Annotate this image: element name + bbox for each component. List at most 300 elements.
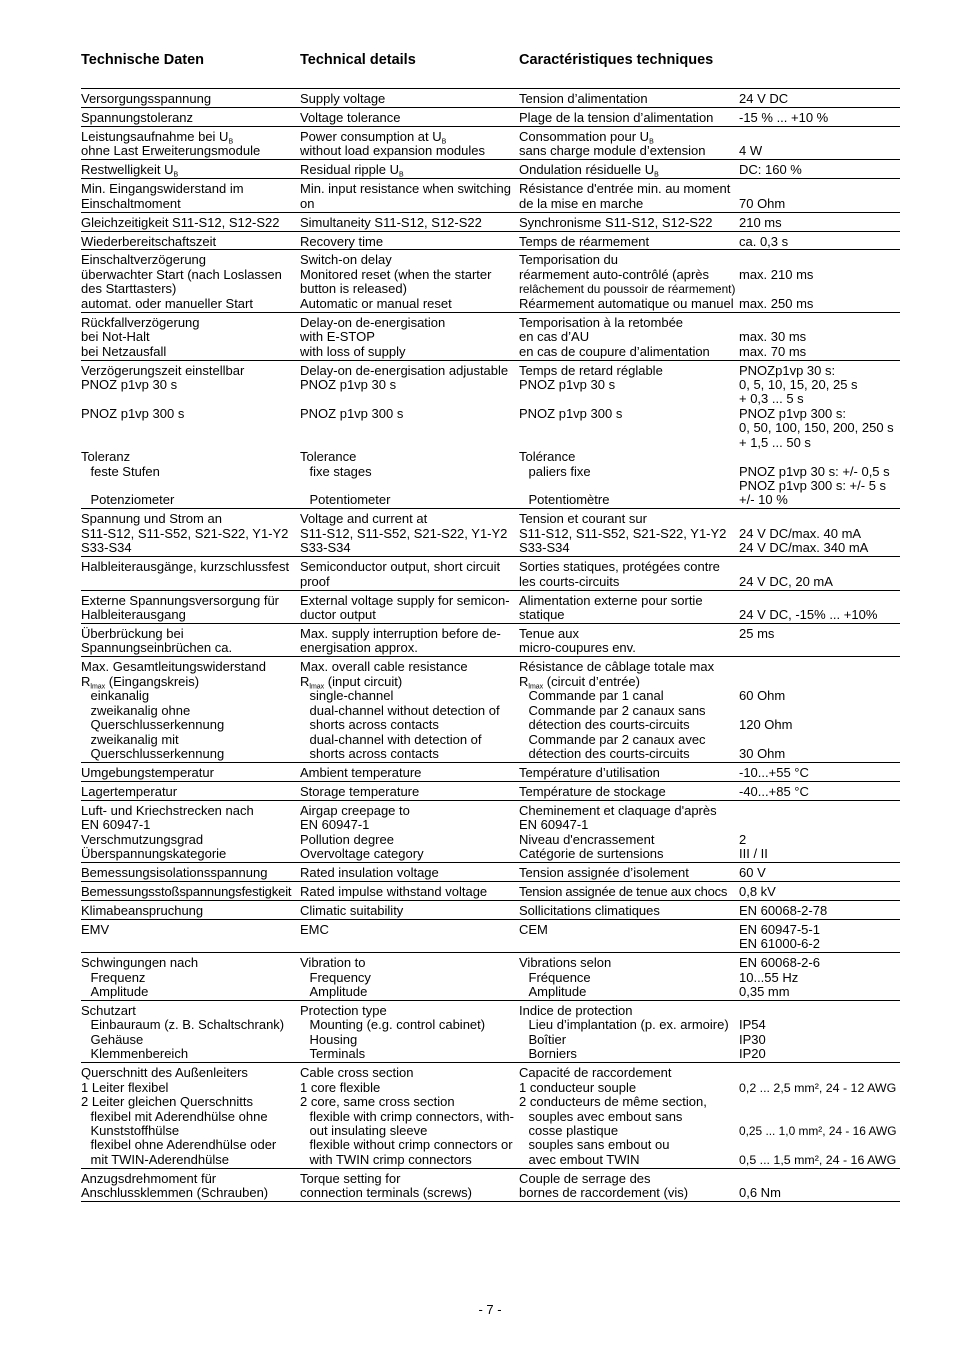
- label-line: shorts across contacts: [309, 717, 439, 733]
- label-line: Sorties statiques, protégées contre: [519, 559, 720, 575]
- label-line: S11-S12, S11-S52, S21-S22, Y1-Y2: [81, 525, 289, 541]
- label-line: Résistance d'entrée min. au moment: [519, 181, 731, 197]
- cell-english: [300, 560, 519, 589]
- label-line: bei Not-Halt: [81, 329, 150, 345]
- label-line: Spannung und Strom an: [81, 511, 222, 527]
- spec-row: [81, 882, 900, 901]
- value-line: [739, 704, 900, 718]
- label-line: single-channel: [309, 688, 394, 704]
- value-line: 0,35 mm: [739, 984, 790, 1000]
- label-line: feste Stufen: [90, 463, 160, 479]
- label-line: with TWIN crimp connectors: [309, 1151, 472, 1167]
- value-line: EN 60068-2-6: [739, 955, 820, 971]
- value-line: 60 V: [739, 865, 766, 880]
- label-line: dual-channel without detection of: [309, 702, 500, 718]
- label-line: Max. supply interruption before de-: [300, 625, 501, 641]
- value-line: ca. 0,3 s: [739, 233, 789, 249]
- cell-german: [81, 594, 300, 623]
- label-line: [81, 421, 300, 435]
- label-line: PNOZ p1vp 30 s: [81, 376, 178, 392]
- label-line: bornes de raccordement (vis): [519, 1185, 689, 1201]
- label-line: [300, 479, 519, 493]
- label-line: Verzögerungszeit einstellbar: [81, 362, 245, 378]
- label-line: souples sans embout ou: [528, 1137, 670, 1153]
- column-header-value: [739, 52, 900, 69]
- cell-value: [739, 627, 900, 656]
- cell-value: [739, 512, 900, 555]
- spec-row: [81, 361, 900, 510]
- value-line: [739, 316, 900, 330]
- cell-german: [81, 627, 300, 656]
- cell-german: [81, 235, 300, 249]
- cell-value: [739, 1004, 900, 1062]
- label-line: without load expansion modules: [300, 143, 486, 159]
- label-line: S33-S34: [300, 540, 351, 556]
- value-line: 0, 50, 100, 150, 200, 250 s: [739, 420, 894, 436]
- value-line: IP20: [739, 1046, 766, 1062]
- label-line: fixe stages: [309, 463, 372, 479]
- value-line: [739, 818, 900, 832]
- value-line: [739, 450, 900, 464]
- subscript: B: [173, 171, 179, 179]
- label-line: [300, 675, 519, 689]
- cell-english: [300, 627, 519, 656]
- label-line: Overvoltage category: [300, 846, 424, 862]
- spec-row: [81, 801, 900, 863]
- label-line: Synchronisme S11-S12, S12-S22: [519, 214, 713, 230]
- label-line: Spannungseinbrüchen ca.: [81, 640, 233, 656]
- cell-german: [81, 560, 300, 589]
- value-line: max. 210 ms: [739, 266, 814, 282]
- label-line: Airgap creepage to: [300, 802, 410, 818]
- spec-row: [81, 1169, 900, 1202]
- label-line: des Starttasters): [81, 281, 177, 297]
- cell-english: [300, 785, 519, 799]
- label-line: Verschmutzungsgrad: [81, 831, 204, 847]
- cell-english: [300, 956, 519, 999]
- label-line: Boîtier: [528, 1031, 567, 1047]
- spec-row: [81, 509, 900, 557]
- label-line: Rückfallverzögerung: [81, 314, 200, 330]
- label-line: Temporisation du: [519, 252, 618, 268]
- value-line: [739, 1172, 900, 1186]
- label-line: Luft- und Kriechstrecken nach: [81, 802, 254, 818]
- cell-english: [300, 923, 519, 952]
- label-line: Amplitude: [309, 984, 368, 1000]
- label-line: PNOZ p1vp 300 s: [519, 405, 623, 421]
- value-line: -10...+55 °C: [739, 764, 809, 780]
- value-line: 24 V DC, 20 mA: [739, 573, 833, 589]
- label-line: automat. oder manueller Start: [81, 295, 253, 311]
- label-line: with loss of supply: [300, 343, 406, 359]
- value-line: PNOZ p1vp 300 s:: [739, 405, 846, 421]
- cell-french: [519, 866, 739, 880]
- cell-french: [519, 182, 739, 211]
- cell-french: [519, 885, 739, 899]
- label-line: EN 60947-1: [81, 817, 151, 833]
- cell-french: [519, 766, 739, 780]
- label-line: avec embout TWIN: [528, 1151, 640, 1167]
- label-line: flexibel mit Aderendhülse ohne: [90, 1108, 268, 1124]
- label-line: EN 60947-1: [300, 817, 370, 833]
- label-line: Frequency: [309, 969, 371, 985]
- cell-german: [81, 512, 300, 555]
- cell-english: [300, 866, 519, 880]
- label-line: Lagertemperatur: [81, 783, 178, 799]
- label-line: Max. overall cable resistance: [300, 659, 468, 675]
- value-line: max. 30 ms: [739, 329, 807, 345]
- value-line: 0,5 ... 1,5 mm², 24 - 16 AWG: [739, 1152, 897, 1167]
- cell-value: [739, 956, 900, 999]
- spec-row: [81, 624, 900, 657]
- label-line: Halbleiterausgänge, kurzschlussfest: [81, 559, 290, 575]
- cell-german: [81, 904, 300, 918]
- label-line: PNOZ p1vp 300 s: [300, 405, 404, 421]
- value-line: 24 V DC/max. 40 mA: [739, 525, 862, 541]
- spec-row: [81, 213, 900, 232]
- label-line: [81, 130, 300, 144]
- label-line: Potentiomètre: [528, 492, 610, 508]
- label-line: [519, 163, 739, 177]
- cell-english: [300, 316, 519, 359]
- label-line: Storage temperature: [300, 783, 420, 799]
- label-line: flexible without crimp connectors or: [309, 1137, 513, 1153]
- cell-german: [81, 316, 300, 359]
- label-line: S33-S34: [81, 540, 132, 556]
- text-segment: R: [519, 673, 529, 689]
- label-line: Tension assignée de tenue aux chocs: [519, 883, 728, 899]
- label-line: Ambient temperature: [300, 764, 422, 780]
- cell-french: [519, 512, 739, 555]
- label-line: Toleranz: [81, 449, 131, 465]
- label-line: Bemessungsstoßspannungsfestigkeit: [81, 883, 292, 899]
- value-line: + 0,3 ... 5 s: [739, 391, 804, 407]
- label-line: Switch-on delay: [300, 252, 392, 268]
- label-line: Versorgungsspannung: [81, 91, 212, 106]
- label-line: External voltage supply for semicon-: [300, 592, 510, 608]
- value-line: 2: [739, 831, 747, 847]
- spec-row: [81, 920, 900, 953]
- value-line: IP30: [739, 1031, 766, 1047]
- label-line: Monitored reset (when the starter: [300, 266, 492, 282]
- cell-value: [739, 660, 900, 761]
- cell-german: [81, 766, 300, 780]
- cell-value: [739, 235, 900, 249]
- label-line: Anschlussklemmen (Schrauben): [81, 1185, 269, 1201]
- value-line: +/- 10 %: [739, 492, 788, 508]
- spec-row: [81, 901, 900, 920]
- value-line: [739, 1110, 900, 1124]
- cell-value: [739, 92, 900, 106]
- cell-value: [739, 316, 900, 359]
- spec-row: [81, 108, 900, 127]
- value-line: [739, 182, 900, 196]
- column-headers: [81, 52, 900, 69]
- label-line: Klemmenbereich: [90, 1046, 189, 1062]
- value-line: [739, 130, 900, 144]
- label-line: cosse plastique: [528, 1123, 619, 1138]
- label-line: Supply voltage: [300, 91, 386, 106]
- value-line: [739, 253, 900, 267]
- cell-value: [739, 216, 900, 230]
- spec-row: [81, 863, 900, 882]
- label-line: Delay-on de-energisation adjustable: [300, 362, 509, 378]
- spec-row: [81, 591, 900, 624]
- cell-german: [81, 92, 300, 106]
- label-line: Couple de serrage des: [519, 1170, 651, 1186]
- value-line: + 1,5 ... 50 s: [739, 434, 811, 450]
- text-segment: Power consumption at U: [300, 128, 442, 144]
- cell-value: [739, 364, 900, 508]
- label-line: de la mise en marche: [519, 195, 644, 211]
- label-line: Sollicitations climatiques: [519, 902, 660, 918]
- label-line: dual-channel with detection of: [309, 731, 482, 747]
- cell-french: [519, 130, 739, 159]
- value-line: [739, 804, 900, 818]
- cell-french: [519, 594, 739, 623]
- label-line: Température de stockage: [519, 783, 666, 799]
- label-line: Simultaneity S11-S12, S12-S22: [300, 214, 482, 230]
- label-line: Gleichzeitigkeit S11-S12, S12-S22: [81, 214, 280, 230]
- spec-row: [81, 1001, 900, 1063]
- label-line: Torque setting for: [300, 1170, 401, 1186]
- label-line: Anzugsdrehmoment für: [81, 1170, 217, 1186]
- cell-english: [300, 885, 519, 899]
- cell-value: [739, 785, 900, 799]
- cell-french: [519, 904, 739, 918]
- label-line: mit TWIN-Aderendhülse: [90, 1151, 229, 1167]
- label-line: zweikanalig mit: [90, 731, 179, 747]
- cell-german: [81, 364, 300, 508]
- label-line: Überspannungskategorie: [81, 846, 227, 862]
- label-line: EMV: [81, 921, 110, 937]
- label-line: Einbauraum (z. B. Schaltschrank): [90, 1017, 285, 1033]
- label-line: paliers fixe: [528, 463, 591, 479]
- cell-value: [739, 1172, 900, 1201]
- label-line: [81, 392, 300, 406]
- cell-value: [739, 111, 900, 125]
- label-line: Plage de la tension d’alimentation: [519, 109, 714, 125]
- subscript: B: [441, 138, 447, 146]
- cell-value: [739, 904, 900, 918]
- cell-french: [519, 253, 739, 311]
- label-line: connection terminals (screws): [300, 1185, 472, 1201]
- label-line: [519, 436, 739, 450]
- label-line: EMC: [300, 921, 329, 937]
- value-line: [739, 512, 900, 526]
- label-line: energisation approx.: [300, 640, 418, 656]
- label-line: Gehäuse: [90, 1031, 144, 1047]
- label-line: on: [300, 195, 315, 211]
- cell-german: [81, 1004, 300, 1062]
- cell-english: [300, 111, 519, 125]
- label-line: Cable cross section: [300, 1065, 414, 1081]
- text-segment: (circuit d’entrée): [543, 673, 640, 689]
- label-line: Commande par 1 canal: [528, 688, 664, 704]
- label-line: les courts-circuits: [519, 573, 620, 589]
- value-line: [739, 1066, 900, 1080]
- label-line: [81, 479, 300, 493]
- label-line: Tolerance: [300, 449, 357, 465]
- label-line: Recovery time: [300, 233, 384, 249]
- cell-english: [300, 804, 519, 862]
- cell-german: [81, 253, 300, 311]
- subscript: lmax: [90, 683, 106, 691]
- value-line: 30 Ohm: [739, 745, 786, 761]
- value-line: [739, 282, 900, 296]
- label-line: [300, 937, 519, 951]
- cell-german: [81, 216, 300, 230]
- cell-french: [519, 111, 739, 125]
- label-line: Min. input resistance when switching: [300, 181, 511, 197]
- subscript: lmax: [309, 683, 325, 691]
- label-line: Potentiometer: [309, 492, 391, 508]
- value-line: 24 V DC/max. 340 mA: [739, 540, 869, 556]
- label-line: Lieu d’implantation (p. ex. armoire): [528, 1017, 729, 1033]
- label-line: Externe Spannungsversorgung für: [81, 592, 280, 608]
- label-line: Catégorie de surtensions: [519, 846, 664, 862]
- label-line: button is released): [300, 281, 407, 297]
- value-line: [739, 675, 900, 689]
- value-line: PNOZ p1vp 300 s: +/- 5 s: [739, 478, 887, 493]
- cell-french: [519, 1004, 739, 1062]
- cell-french: [519, 804, 739, 862]
- value-line: [739, 1138, 900, 1152]
- label-line: Klimabeanspruchung: [81, 902, 204, 918]
- label-line: Commande par 2 canaux sans: [528, 702, 706, 718]
- label-line: en cas de coupure d’alimentation: [519, 343, 710, 359]
- label-line: [300, 436, 519, 450]
- label-line: Einschaltmoment: [81, 195, 181, 211]
- label-line: Delay-on de-energisation: [300, 314, 446, 330]
- text-segment: Consommation pour U: [519, 128, 650, 144]
- label-line: einkanalig: [90, 688, 150, 704]
- cell-value: [739, 253, 900, 311]
- spec-row: [81, 953, 900, 1001]
- value-line: 0, 5, 10, 15, 20, 25 s: [739, 376, 858, 392]
- label-line: shorts across contacts: [309, 745, 439, 761]
- spec-row: [81, 657, 900, 763]
- value-line: 0,2 ... 2,5 mm², 24 - 12 AWG: [739, 1080, 897, 1095]
- label-line: [519, 130, 739, 144]
- value-line: 24 V DC: [739, 91, 789, 106]
- cell-french: [519, 1066, 739, 1167]
- label-line: Tension et courant sur: [519, 511, 647, 527]
- label-line: [519, 392, 739, 406]
- label-line: 1 Leiter flexibel: [81, 1079, 169, 1095]
- label-line: Temporisation à la retombée: [519, 314, 684, 330]
- cell-value: [739, 923, 900, 952]
- cell-french: [519, 560, 739, 589]
- label-line: PNOZ p1vp 30 s: [300, 376, 397, 392]
- label-line: statique: [519, 607, 565, 622]
- label-line: Spannungstoleranz: [81, 109, 194, 125]
- label-line: [300, 421, 519, 435]
- cell-french: [519, 627, 739, 656]
- label-line: Tolérance: [519, 449, 576, 465]
- value-line: [739, 1004, 900, 1018]
- value-line: [739, 733, 900, 747]
- label-line: Schwingungen nach: [81, 955, 199, 971]
- label-line: with E-STOP: [300, 329, 375, 345]
- cell-french: [519, 216, 739, 230]
- label-line: PNOZ p1vp 300 s: [81, 405, 185, 421]
- label-line: [81, 675, 300, 689]
- label-line: sans charge module d’extension: [519, 143, 706, 159]
- label-line: Halbleiterausgang: [81, 607, 186, 622]
- label-line: Überbrückung bei: [81, 625, 184, 641]
- label-line: Alimentation externe pour sortie: [519, 592, 703, 608]
- label-line: Automatic or manual reset: [300, 295, 452, 311]
- label-line: micro-coupures env.: [519, 640, 636, 656]
- cell-french: [519, 1172, 739, 1201]
- label-line: CEM: [519, 921, 548, 937]
- label-line: Vibration to: [300, 955, 366, 971]
- label-line: überwachter Start (nach Loslassen: [81, 266, 282, 282]
- cell-french: [519, 316, 739, 359]
- value-line: [739, 594, 900, 608]
- cell-value: [739, 766, 900, 780]
- cell-german: [81, 956, 300, 999]
- label-line: [300, 130, 519, 144]
- label-line: Borniers: [528, 1046, 577, 1062]
- cell-german: [81, 130, 300, 159]
- cell-german: [81, 866, 300, 880]
- label-line: Rated impulse withstand voltage: [300, 883, 488, 899]
- label-line: Housing: [309, 1031, 358, 1047]
- label-line: Amplitude: [528, 984, 587, 1000]
- spec-row: [81, 763, 900, 782]
- value-line: [739, 660, 900, 674]
- label-line: Capacité de raccordement: [519, 1065, 672, 1081]
- label-line: Voltage tolerance: [300, 109, 401, 125]
- label-line: Wiederbereitschaftszeit: [81, 233, 217, 249]
- cell-german: [81, 785, 300, 799]
- label-line: Einschaltverzögerung: [81, 252, 207, 268]
- label-line: réarmement auto-contrôlé (après: [519, 266, 710, 282]
- value-line: -15 % ... +10 %: [739, 109, 829, 125]
- value-line: PNOZp1vp 30 s:: [739, 362, 836, 378]
- cell-french: [519, 235, 739, 249]
- value-line: -40...+85 °C: [739, 783, 809, 799]
- label-line: Tension d’alimentation: [519, 91, 648, 106]
- cell-english: [300, 1172, 519, 1201]
- cell-english: [300, 512, 519, 555]
- label-line: Temps de retard réglable: [519, 362, 663, 378]
- cell-english: [300, 163, 519, 177]
- label-line: Semiconductor output, short circuit: [300, 559, 501, 575]
- label-line: Kunststoffhülse: [90, 1123, 180, 1138]
- label-line: ohne Last Erweiterungsmodule: [81, 143, 261, 159]
- cell-french: [519, 660, 739, 761]
- value-line: EN 61000-6-2: [739, 936, 820, 952]
- label-line: souples avec embout sans: [528, 1108, 683, 1124]
- label-line: Frequenz: [90, 969, 146, 985]
- label-line: Vibrations selon: [519, 955, 612, 971]
- cell-english: [300, 1066, 519, 1167]
- cell-german: [81, 923, 300, 952]
- label-line: 1 core flexible: [300, 1079, 381, 1095]
- label-line: 2 core, same cross section: [300, 1094, 455, 1110]
- label-line: [300, 163, 519, 177]
- value-line: 25 ms: [739, 625, 775, 641]
- spec-row: [81, 160, 900, 179]
- label-line: S11-S12, S11-S52, S21-S22, Y1-Y2: [300, 525, 508, 541]
- label-line: Querschlusserkennung: [90, 717, 225, 733]
- label-line: ductor output: [300, 607, 376, 622]
- cell-value: [739, 804, 900, 862]
- cell-german: [81, 885, 300, 899]
